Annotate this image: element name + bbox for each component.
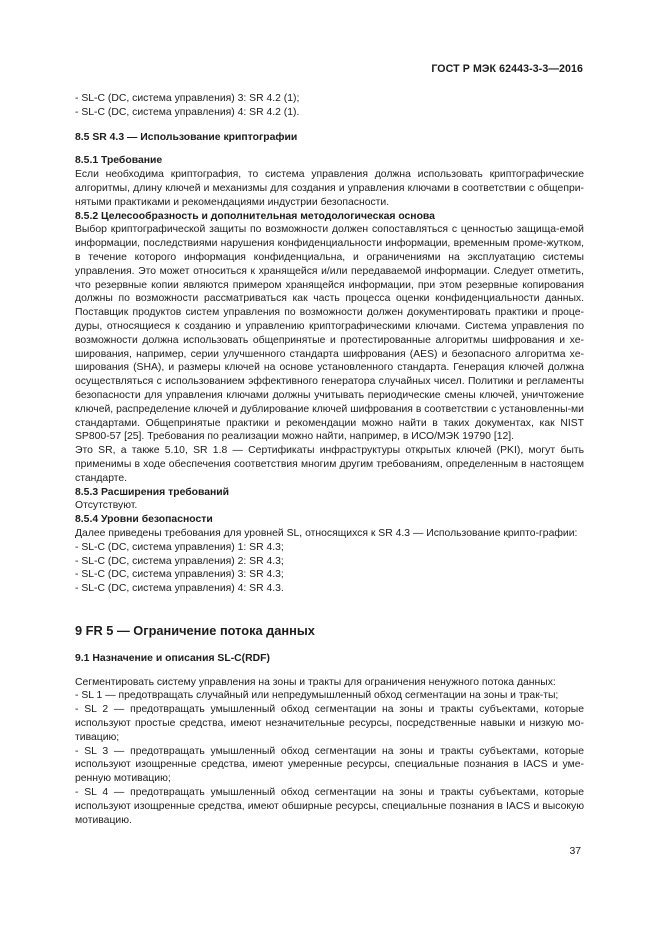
list-item: - SL 2 — предотвращать умышленный обход сегментации на зоны и тракты субъектами, которые используют простые средства, имеют незначительные ресурсы, посредственные навыки и низкую мо-тивацию; — [75, 704, 584, 743]
paragraph: Отсутствуют. — [75, 500, 138, 512]
list-item: - SL-C (DC, система управления) 4: SR 4.3. — [75, 583, 284, 595]
paragraph: Это SR, а также 5.10, SR 1.8 — Сертификаты инфраструктуры открытых ключей (PKI), могут быть применимы в ходе обеспечения соответствия многим другим требованиям, определенным в настоящем стандарте. — [75, 445, 584, 484]
page-content — [75, 92, 584, 827]
section-heading: 8.5 SR 4.3 — Использование криптографии — [75, 131, 298, 143]
paragraph: Выбор криптографической защиты по возможности должен сопоставляться с ценностью защища-емой информации, последствиями нарушения конфиденциальности информации, временным проме-жутком, в течение которого информация конфиденциальна, и ограничениями на эксплуатацию системы управления. Это может относиться к хранящейся и/или передаваемой информации. Следует отметить, что резервные копии являются примером хранящейся информации, при этом резервные копирования должны по возможности рассматриваться как часть процесса оценки конфиденциальности данных. Поставщик продуктов систем управления по возможности должен документировать практики и проце-дуры, относящиеся к созданию и управлению криптографическими ключами. Система управления по возможности должна использовать общепринятые и протестированные алгоритмы шифрования и хе-ширования, например, серии улучшенного стандарта шифрования (AES) и безопасного алгоритма хе-ширования (SHA), и размеры ключей на основе установленного стандарта. Генерация ключей должна осуществляться с использованием эффективного генератора случайных чисел. Политики и регламенты безопасности для управления ключами должны учитывать периодические смены ключей, уничтожение ключей, распределение ключей и дублирование ключей шифрования в соответствии с установленны-ми стандартами. Общепринятые практики и рекомендации можно найти в таких документах, как NIST SP800-57 [25]. Требования по реализации можно найти, например, в ИСО/МЭК 19790 [12]. — [75, 224, 584, 443]
subsection-heading: 8.5.1 Требование — [75, 155, 163, 167]
document-header: ГОСТ Р МЭК 62443-3-3—2016 — [431, 63, 583, 75]
paragraph: Далее приведены требования для уровней SL, относящихся к SR 4.3 — Использование крипто-графии: — [75, 527, 578, 539]
paragraph: Если необходима криптография, то система управления должна использовать криптографические алгоритмы, длину ключей и механизмы для создания и управления ключами в соответствии с общепри-нятыми практиками и рекомендациями индустрии безопасности. — [75, 169, 584, 208]
list-item: - SL 4 — предотвращать умышленный обход сегментации на зоны и тракты субъектами, которые используют изощренные средства, имеют обширные ресурсы, специальные познания в IACS и высокую мотивацию. — [75, 787, 584, 826]
list-item: - SL 1 — предотвращать случайный или непредумышленный обход сегментации на зоны и трак-ты; — [75, 690, 559, 702]
list-item: - SL-C (DC, система управления) 4: SR 4.2 (1). — [75, 106, 300, 118]
subsection-heading: 8.5.3 Расширения требований — [75, 486, 230, 498]
page-number: 37 — [569, 846, 581, 857]
list-item: - SL-C (DC, система управления) 3: SR 4.2 (1); — [75, 93, 300, 104]
list-item: - SL-C (DC, система управления) 2: SR 4.3; — [75, 555, 284, 567]
list-item: - SL-C (DC, система управления) 1: SR 4.3; — [75, 541, 284, 553]
subsection-heading: 8.5.2 Целесообразность и дополнительная методологическая основа — [75, 210, 435, 222]
section-heading: 9.1 Назначение и описания SL-C(RDF) — [75, 652, 270, 664]
list-item: - SL-C (DC, система управления) 3: SR 4.3; — [75, 569, 284, 581]
subsection-heading: 8.5.4 Уровни безопасности — [75, 514, 213, 526]
paragraph: Сегментировать систему управления на зоны и тракты для ограничения ненужного потока данных: — [75, 676, 556, 688]
list-item: - SL 3 — предотвращать умышленный обход сегментации на зоны и тракты субъектами, которые используют изощренные средства, имеют умеренные ресурсы, специальные познания в IACS и уме-ренную мотивацию; — [75, 745, 584, 785]
chapter-heading: 9 FR 5 — Ограничение потока данных — [75, 622, 315, 638]
